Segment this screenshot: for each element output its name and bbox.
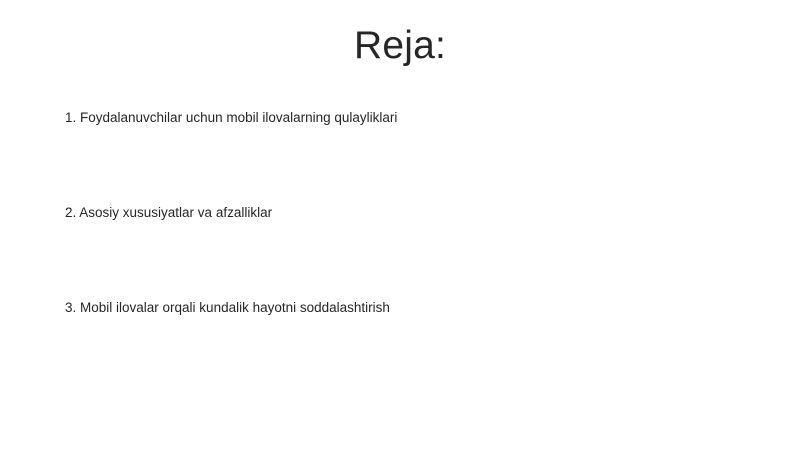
slide-title: Reja:: [353, 24, 447, 67]
slide-content-list: [65, 108, 765, 393]
list-item: 2. Asosiy xususiyatlar va afzalliklar: [65, 205, 273, 220]
list-item: 3. Mobil ilovalar orqali kundalik hayotni soddalashtirish: [65, 300, 390, 315]
list-item: 1. Foydalanuvchilar uchun mobil ilovalarning qulayliklari: [65, 110, 398, 125]
